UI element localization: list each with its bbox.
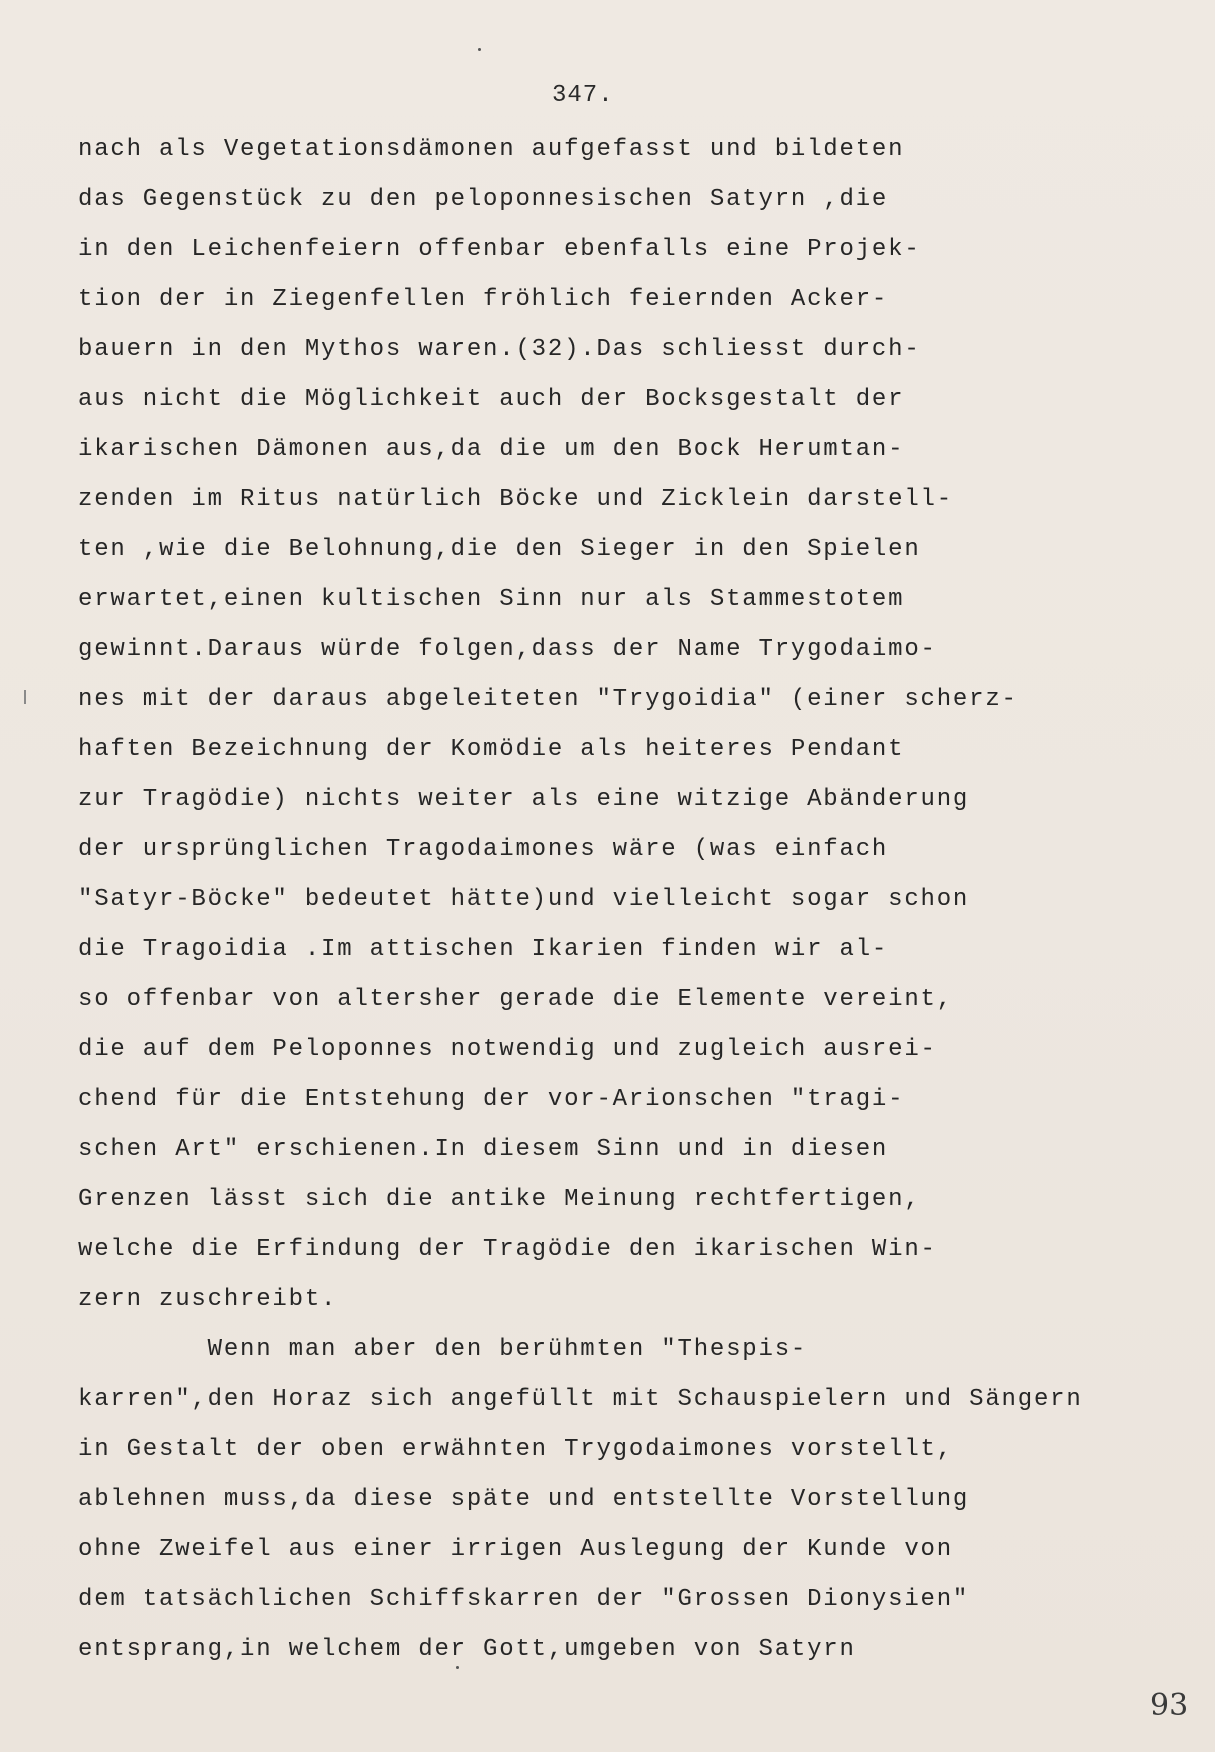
text-line: nes mit der daraus abgeleiteten "Trygoidia" (einer scherz-	[78, 686, 1018, 713]
folio-number: 93	[1150, 1688, 1189, 1723]
text-line: tion der in Ziegenfellen fröhlich feiernden Acker-	[78, 286, 889, 313]
text-line: schen Art" erschienen.In diesem Sinn und in diesen	[78, 1136, 889, 1163]
page-number: 347.	[552, 82, 614, 109]
text-line: so offenbar von altersher gerade die Elemente vereint,	[78, 986, 953, 1013]
text-line: haften Bezeichnung der Komödie als heiteres Pendant	[78, 736, 905, 763]
text-line: ten ,wie die Belohnung,die den Sieger in den Spielen	[78, 536, 921, 563]
paper-speck	[456, 1666, 459, 1669]
text-line: in den Leichenfeiern offenbar ebenfalls eine Projek-	[78, 236, 921, 263]
text-line: die auf dem Peloponnes notwendig und zugleich ausrei-	[78, 1036, 937, 1063]
text-line: ikarischen Dämonen aus,da die um den Bock Herumtan-	[78, 436, 905, 463]
text-line: ablehnen muss,da diese späte und entstellte Vorstellung	[78, 1486, 970, 1513]
text-line: Grenzen lässt sich die antike Meinung rechtfertigen,	[78, 1186, 921, 1213]
text-line: zenden im Ritus natürlich Böcke und Zicklein darstell-	[78, 486, 953, 513]
text-line: das Gegenstück zu den peloponnesischen Satyrn ,die	[78, 186, 889, 213]
text-line: chend für die Entstehung der vor-Arionschen "tragi-	[78, 1086, 905, 1113]
text-line: welche die Erfindung der Tragödie den ikarischen Win-	[78, 1236, 937, 1263]
text-line: in Gestalt der oben erwähnten Trygodaimones vorstellt,	[78, 1436, 953, 1463]
text-line: karren",den Horaz sich angefüllt mit Schauspielern und Sängern	[78, 1386, 1083, 1413]
text-line: Wenn man aber den berühmten "Thespis-	[78, 1336, 808, 1363]
text-line: "Satyr-Böcke" bedeutet hätte)und vielleicht sogar schon	[78, 886, 970, 913]
text-line: aus nicht die Möglichkeit auch der Bocksgestalt der	[78, 386, 905, 413]
text-line: die Tragoidia .Im attischen Ikarien finden wir al-	[78, 936, 889, 963]
text-line: der ursprünglichen Tragodaimones wäre (was einfach	[78, 836, 889, 863]
paper-speck	[478, 48, 481, 51]
margin-mark	[24, 690, 26, 704]
text-line: ohne Zweifel aus einer irrigen Auslegung der Kunde von	[78, 1536, 953, 1563]
text-line: bauern in den Mythos waren.(32).Das schliesst durch-	[78, 336, 921, 363]
text-line: entsprang,in welchem der Gott,umgeben von Satyrn	[78, 1636, 856, 1663]
text-line: dem tatsächlichen Schiffskarren der "Grossen Dionysien"	[78, 1586, 970, 1613]
text-line: zern zuschreibt.	[78, 1286, 338, 1313]
text-line: nach als Vegetationsdämonen aufgefasst und bildeten	[78, 136, 905, 163]
text-line: erwartet,einen kultischen Sinn nur als Stammestotem	[78, 586, 905, 613]
text-line: gewinnt.Daraus würde folgen,dass der Name Trygodaimo-	[78, 636, 937, 663]
text-line: zur Tragödie) nichts weiter als eine witzige Abänderung	[78, 786, 970, 813]
